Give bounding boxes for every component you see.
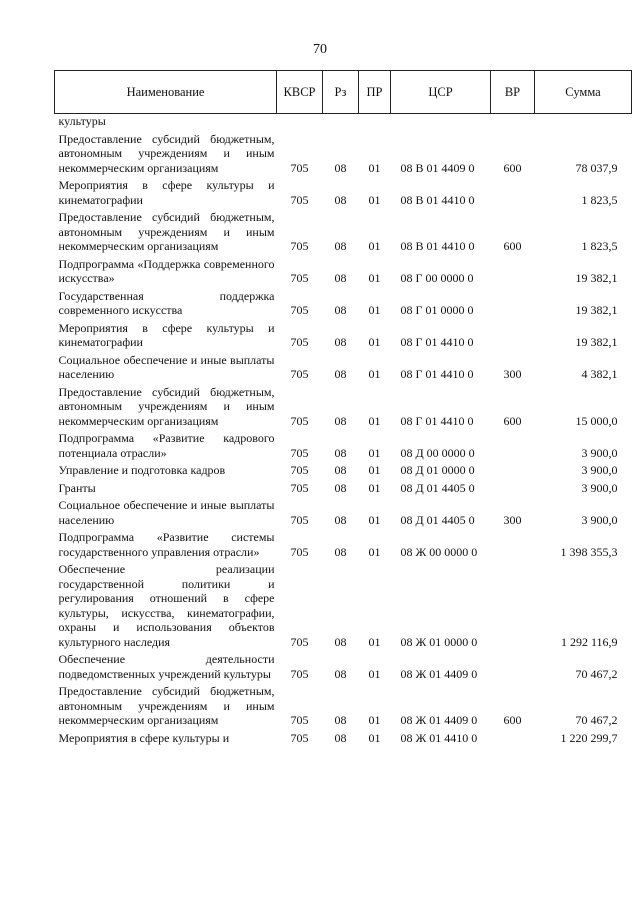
row-pr: 01 <box>368 544 381 559</box>
row-csr: 08 Ж 01 4409 0 <box>400 666 478 681</box>
row-pr: 01 <box>368 634 381 649</box>
row-rz: 08 <box>334 666 347 681</box>
table-row <box>55 288 632 320</box>
table-row <box>55 384 632 431</box>
row-vr <box>491 256 535 288</box>
row-rz: 08 <box>334 480 347 495</box>
row-csr: 08 Ж 00 0000 0 <box>400 544 478 559</box>
row-name: Мероприятия в сфере культуры и <box>58 730 230 745</box>
row-kvsr: 705 <box>290 192 309 207</box>
row-rz: 08 <box>334 413 347 428</box>
row-rz: 08 <box>334 544 347 559</box>
table-row <box>55 651 632 683</box>
row-pr: 01 <box>368 413 381 428</box>
row-rz: 08 <box>334 271 347 285</box>
row-sum <box>535 114 632 131</box>
row-vr <box>491 561 535 651</box>
row-name: Предоставление субсидий бюджетным, автономным учреждениям и иным некоммерческим организациям <box>58 131 275 175</box>
row-sum: 19 382,1 <box>575 303 618 317</box>
row-name: культуры <box>58 114 106 128</box>
row-csr: 08 Д 00 0000 0 <box>400 445 475 460</box>
table-header-row <box>55 71 632 114</box>
row-kvsr: 705 <box>290 480 309 495</box>
row-csr: 08 Г 00 0000 0 <box>400 271 474 285</box>
row-csr: 08 В 01 4410 0 <box>400 239 475 253</box>
header-sum: Сумма <box>535 71 632 114</box>
table-row <box>55 256 632 288</box>
row-vr: 300 <box>503 367 522 381</box>
row-pr: 01 <box>368 730 381 745</box>
row-rz <box>323 114 359 131</box>
row-pr <box>359 114 391 131</box>
row-pr: 01 <box>368 480 381 495</box>
row-kvsr: 705 <box>290 445 309 460</box>
row-rz: 08 <box>334 335 347 349</box>
row-vr <box>491 320 535 352</box>
table-row <box>55 352 632 384</box>
row-kvsr: 705 <box>290 413 309 428</box>
row-sum: 70 467,2 <box>575 666 618 681</box>
header-kvsr: КВСР <box>277 71 323 114</box>
row-sum: 19 382,1 <box>575 335 618 349</box>
row-csr: 08 В 01 4410 0 <box>400 192 475 207</box>
row-kvsr: 705 <box>290 303 309 317</box>
row-rz: 08 <box>334 160 347 175</box>
row-vr <box>491 114 535 131</box>
row-name: Мероприятия в сфере культуры и кинематографии <box>58 178 275 207</box>
row-csr <box>391 114 491 131</box>
row-kvsr: 705 <box>290 666 309 681</box>
row-vr <box>491 651 535 683</box>
row-sum: 19 382,1 <box>575 271 618 285</box>
row-sum: 3 900,0 <box>581 463 618 477</box>
row-kvsr: 705 <box>290 335 309 349</box>
row-pr: 01 <box>368 463 381 477</box>
table-row <box>55 462 632 480</box>
row-kvsr: 705 <box>290 544 309 559</box>
row-name: Государственная поддержка современного искусства <box>58 288 275 317</box>
row-rz: 08 <box>334 445 347 460</box>
row-sum: 3 900,0 <box>581 480 618 495</box>
table-row <box>55 131 632 178</box>
row-sum: 1 823,5 <box>581 239 618 253</box>
row-vr: 300 <box>503 512 522 527</box>
row-name: Подпрограмма «Поддержка современного искусства» <box>58 256 275 285</box>
table-row <box>55 320 632 352</box>
row-kvsr: 705 <box>290 713 309 727</box>
row-csr: 08 Д 01 4405 0 <box>400 480 475 495</box>
row-vr <box>491 430 535 462</box>
table-row <box>55 529 632 561</box>
row-name: Предоставление субсидий бюджетным, автономным учреждениям и иным некоммерческим организациям <box>58 210 275 253</box>
row-name: Гранты <box>58 480 96 495</box>
row-pr: 01 <box>368 367 381 381</box>
header-vr: ВР <box>491 71 535 114</box>
row-sum: 3 900,0 <box>581 512 618 527</box>
row-rz: 08 <box>334 367 347 381</box>
row-vr <box>491 177 535 209</box>
row-kvsr: 705 <box>290 634 309 649</box>
row-kvsr: 705 <box>290 239 309 253</box>
page-number: 70 <box>313 42 327 57</box>
row-name: Обеспечение реализации государственной политики и регулирования отношений в сфере культуры, искусства, кинематографии, охраны и использования объектов культурного наследия <box>58 562 275 649</box>
row-pr: 01 <box>368 192 381 207</box>
table-row <box>55 497 632 529</box>
table-row <box>55 683 632 730</box>
row-name: Управление и подготовка кадров <box>58 463 226 477</box>
row-rz: 08 <box>334 303 347 317</box>
row-name: Предоставление субсидий бюджетным, автономным учреждениям и иным некоммерческим организациям <box>58 684 275 727</box>
row-name: Мероприятия в сфере культуры и кинематографии <box>58 320 275 349</box>
row-vr: 600 <box>503 713 522 727</box>
table-row <box>55 209 632 256</box>
table-row <box>55 480 632 498</box>
table-row <box>55 561 632 651</box>
table-row <box>55 430 632 462</box>
row-pr: 01 <box>368 271 381 285</box>
row-csr: 08 Ж 01 4410 0 <box>400 730 478 745</box>
row-csr: 08 Д 01 0000 0 <box>400 463 475 477</box>
row-sum: 70 467,2 <box>575 713 618 727</box>
row-sum: 1 823,5 <box>581 192 618 207</box>
row-kvsr: 705 <box>290 271 309 285</box>
row-csr: 08 Д 01 4405 0 <box>400 512 475 527</box>
row-name: Предоставление субсидий бюджетным, автономным учреждениям и иным некоммерческим организациям <box>58 384 275 428</box>
row-name: Обеспечение деятельности подведомственных учреждений культуры <box>58 652 275 681</box>
row-pr: 01 <box>368 666 381 681</box>
row-csr: 08 Г 01 0000 0 <box>400 303 474 317</box>
row-kvsr: 705 <box>290 730 309 745</box>
row-kvsr: 705 <box>290 160 309 175</box>
table-row <box>55 114 632 131</box>
row-csr: 08 Ж 01 4409 0 <box>400 713 478 727</box>
row-sum: 3 900,0 <box>581 445 618 460</box>
row-vr <box>491 730 535 748</box>
row-rz: 08 <box>334 192 347 207</box>
row-rz: 08 <box>334 713 347 727</box>
row-rz: 08 <box>334 512 347 527</box>
row-rz: 08 <box>334 634 347 649</box>
row-name: Подпрограмма «Развитие кадрового потенциала отрасли» <box>58 431 275 460</box>
row-kvsr <box>277 114 323 131</box>
row-csr: 08 Г 01 4410 0 <box>400 367 474 381</box>
row-sum: 1 220 299,7 <box>560 730 618 745</box>
row-sum: 15 000,0 <box>575 413 618 428</box>
row-pr: 01 <box>368 445 381 460</box>
row-pr: 01 <box>368 239 381 253</box>
header-rz: Рз <box>323 71 359 114</box>
row-name: Социальное обеспечение и иные выплаты населению <box>58 498 275 527</box>
row-pr: 01 <box>368 303 381 317</box>
row-kvsr: 705 <box>290 463 309 477</box>
row-sum: 1 292 116,9 <box>560 634 618 649</box>
header-csr: ЦСР <box>391 71 491 114</box>
row-pr: 01 <box>368 512 381 527</box>
row-vr <box>491 529 535 561</box>
budget-table <box>54 70 632 747</box>
row-name: Подпрограмма «Развитие системы государственного управления отрасли» <box>58 530 275 559</box>
row-kvsr: 705 <box>290 512 309 527</box>
row-vr: 600 <box>503 160 522 175</box>
row-csr: 08 Г 01 4410 0 <box>400 413 474 428</box>
row-rz: 08 <box>334 730 347 745</box>
table-body <box>55 114 632 748</box>
row-rz: 08 <box>334 239 347 253</box>
table-row <box>55 177 632 209</box>
row-pr: 01 <box>368 713 381 727</box>
row-vr <box>491 480 535 498</box>
row-vr: 600 <box>503 239 522 253</box>
row-csr: 08 Г 01 4410 0 <box>400 335 474 349</box>
row-pr: 01 <box>368 335 381 349</box>
table-row <box>55 730 632 748</box>
row-name: Социальное обеспечение и иные выплаты населению <box>58 352 275 381</box>
row-sum: 4 382,1 <box>581 367 618 381</box>
row-vr <box>491 288 535 320</box>
row-vr <box>491 462 535 480</box>
row-kvsr: 705 <box>290 367 309 381</box>
row-rz: 08 <box>334 463 347 477</box>
row-sum: 1 398 355,3 <box>560 544 618 559</box>
row-sum: 78 037,9 <box>575 160 618 175</box>
header-pr: ПР <box>359 71 391 114</box>
row-vr: 600 <box>503 413 522 428</box>
row-pr: 01 <box>368 160 381 175</box>
row-csr: 08 Ж 01 0000 0 <box>400 634 478 649</box>
header-name: Наименование <box>55 71 277 114</box>
row-csr: 08 В 01 4409 0 <box>400 160 475 175</box>
